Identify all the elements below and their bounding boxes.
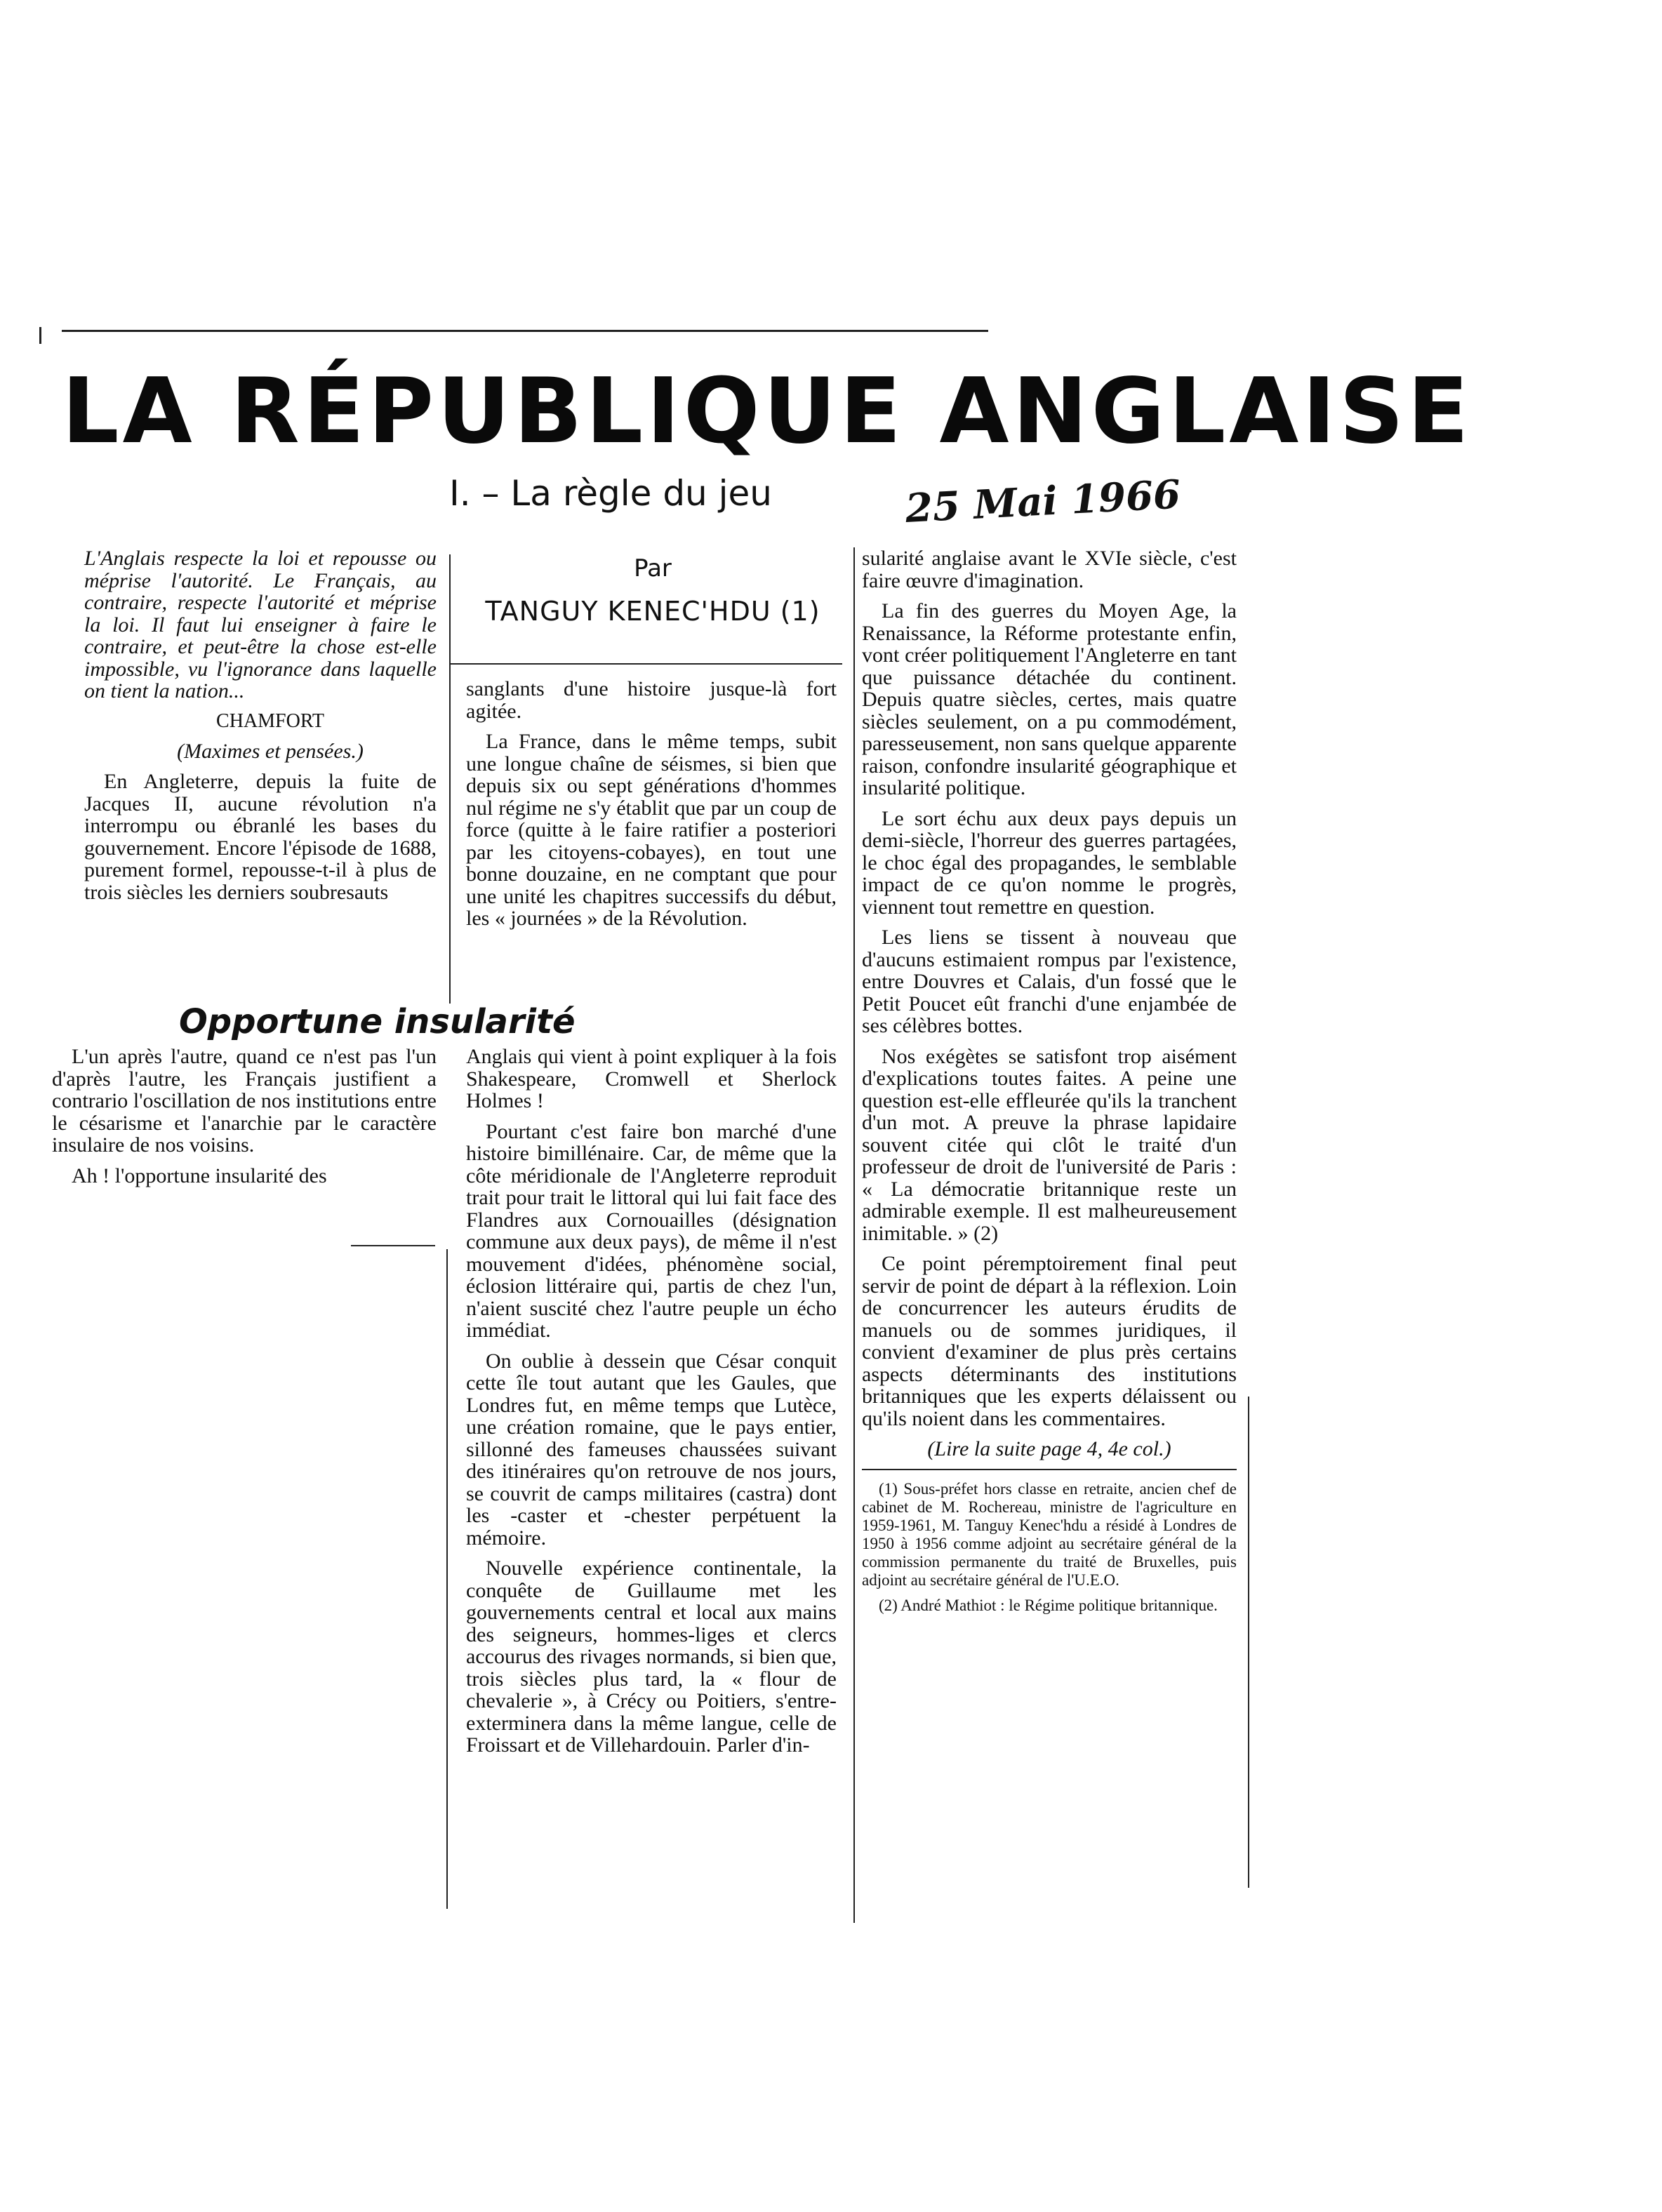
- column-2-bottom: [466, 1046, 837, 1765]
- epigraph-source: (Maximes et pensées.): [177, 739, 364, 763]
- footnotes: [862, 1480, 1237, 1615]
- subheadline: I. – La règle du jeu: [449, 473, 772, 514]
- column-1-top: [84, 547, 437, 912]
- continuation-note: (Lire la suite page 4, 4e col.): [927, 1437, 1171, 1460]
- section-paragraph-2: Ah ! l'opportune insularité des: [72, 1164, 327, 1187]
- column-2-top: [466, 678, 837, 938]
- column-separator-1: [449, 554, 451, 1004]
- section-paragraph-10: Ce point péremptoirement final peut servir de point de départ à la réflexion. Loin de concurrencer les auteurs érudits de manuels ou de sommes juridiques, il convient d'examiner de plus près certains aspects déterminants des institutions britanniques que les experts délaissent ou qu'ils noient dans les commentaires.: [862, 1252, 1237, 1430]
- byline-rule: [449, 663, 842, 665]
- column-3-side-rule: [1248, 1397, 1249, 1888]
- section-heading: Opportune insularité: [179, 1002, 576, 1041]
- top-rule: [62, 330, 988, 332]
- footnote-2: (2) André Mathiot : le Régime politique britannique.: [879, 1596, 1218, 1614]
- headline: LA RÉPUBLIQUE ANGLAISE: [62, 359, 1472, 464]
- section-paragraph-1: L'un après l'autre, quand ce n'est pas l'un d'après l'autre, les Français justifient a contrario l'oscillation de nos institutions entre le césarisme et l'anarchie par le caractère insulaire de nos voisins.: [52, 1045, 437, 1157]
- section-paragraph-2-cont: Anglais qui vient à point expliquer à la fois Shakespeare, Cromwell et Sherlock Holmes !: [466, 1045, 837, 1112]
- column-1-end-rule: [351, 1245, 435, 1246]
- byline-author: TANGUY KENEC'HDU (1): [485, 596, 820, 627]
- byline-prefix: Par: [634, 554, 672, 582]
- epigraph-author: CHAMFORT: [216, 709, 324, 732]
- left-margin-mark: [39, 327, 41, 344]
- section-paragraph-9: Nos exégètes se satisfont trop aisément d'explications toutes faites. A peine une question est-elle effleurée qu'ils la tranchent d'un mot. A preuve la phrase lapidaire souvent citée qui clôt le traité d'un professeur de droit de l'université de Paris : « La démocratie britannique reste un admirable exemple. Il est malheureusement inimitable. » (2): [862, 1044, 1237, 1245]
- intro-paragraph-1-cont: sanglants d'une histoire jusque-là fort agitée.: [466, 677, 837, 723]
- intro-paragraph-2: La France, dans le même temps, subit une longue chaîne de séismes, si bien que depuis six ou sept générations d'hommes nul régime ne s'y établit que par un coup de force (quitte à le faire ratifier a posteriori par les citoyens-cobayes), en tout une bonne douzaine, en ne comptant que pour une unité les chapitres successifs du début, les « journées » de la Révolution.: [466, 730, 837, 930]
- section-paragraph-6: La fin des guerres du Moyen Age, la Renaissance, la Réforme protestante enfin, vont créer politiquement l'Angleterre en tant que puissance détachée du continent. Depuis quatre siècles, certes, mais quatre siècles seulement, on a pu commodément, paresseusement, non sans quelque apparente raison, confondre insularité géographique et insularité politique.: [862, 599, 1237, 799]
- column-separator-2: [853, 547, 855, 1923]
- section-paragraph-8: Les liens se tissent à nouveau que d'aucuns estimaient rompus par l'existence, entre Douvres et Calais, d'un fossé que le Petit Poucet eût franchi d'une enjambée de ses célèbres bottes.: [862, 926, 1237, 1037]
- column-1-bottom: [52, 1046, 437, 1195]
- section-paragraph-5: Nouvelle expérience continentale, la conquête de Guillaume met les gouvernements central et local aux mains des seigneurs, hommes-liges et clercs accourus des rivages normands, si bien que, trois siècles plus tard, la « flour de chevalerie », à Crécy ou Poitiers, s'entre-exterminera dans la même langue, celle de Froissart et de Villehardouin. Parler d'in-: [466, 1557, 837, 1757]
- section-paragraph-7: Le sort échu aux deux pays depuis un demi-siècle, l'horreur des guerres partagées, le choc égal des propagandes, le semblable impact de ce qu'on nomme le progrès, viennent tout remettre en question.: [862, 806, 1237, 919]
- intro-paragraph-1: En Angleterre, depuis la fuite de Jacques II, aucune révolution n'a interrompu ou ébranlé les bases du gouvernement. Encore l'épisode de 1688, purement formel, repousse-t-il à plus de trois siècles les derniers soubresauts: [84, 770, 437, 904]
- epigraph-text: L'Anglais respecte la loi et repousse ou méprise l'autorité. Le Français, au contraire, respecte l'autorité et méprise la loi. Il faut lui enseigner à faire le contraire, et peut-être la chose est-elle impossible, vu l'ignorance dans laquelle on tient la nation...: [84, 547, 437, 702]
- section-paragraph-3: Pourtant c'est faire bon marché d'une histoire bimillénaire. Car, de même que la côte méridionale de l'Angleterre reproduit trait pour trait le littoral qui lui fait face des Flandres aux Cornouailles (désignation commune aux deux pays), de même il n'est mouvement d'idées, phénomène social, éclosion littéraire qui, partis de chez l'un, n'aient suscité chez l'autre peuple un écho immédiat.: [466, 1119, 837, 1342]
- footnote-rule: [862, 1469, 1237, 1470]
- footnote-1: (1) Sous-préfet hors classe en retraite, ancien chef de cabinet de M. Rochereau, ministre de l'agriculture en 1959-1961, M. Tanguy Kenec'hdu a résidé à Londres de 1950 à 1956 comme adjoint au secrétaire général de la commission permanente du traité de Bruxelles, puis adjoint au secrétaire général de l'U.E.O.: [862, 1479, 1237, 1589]
- section-paragraph-4: On oublie à dessein que César conquit cette île tout autant que les Gaules, que Londres fut, en même temps que Lutèce, une création romaine, que le pays entier, sillonné des fameuses chaussées suivant des itinéraires qu'on retrouve de nos jours, se couvrit de camps militaires (castra) dont les -caster et -chester perpétuent la mémoire.: [466, 1349, 837, 1550]
- column-3: [862, 547, 1237, 1622]
- section-paragraph-5-cont: sularité anglaise avant le XVIe siècle, c'est faire œuvre d'imagination.: [862, 547, 1237, 592]
- column-2-side-rule: [446, 1249, 448, 1909]
- handwritten-date: 25 Mai 1966: [904, 471, 1182, 532]
